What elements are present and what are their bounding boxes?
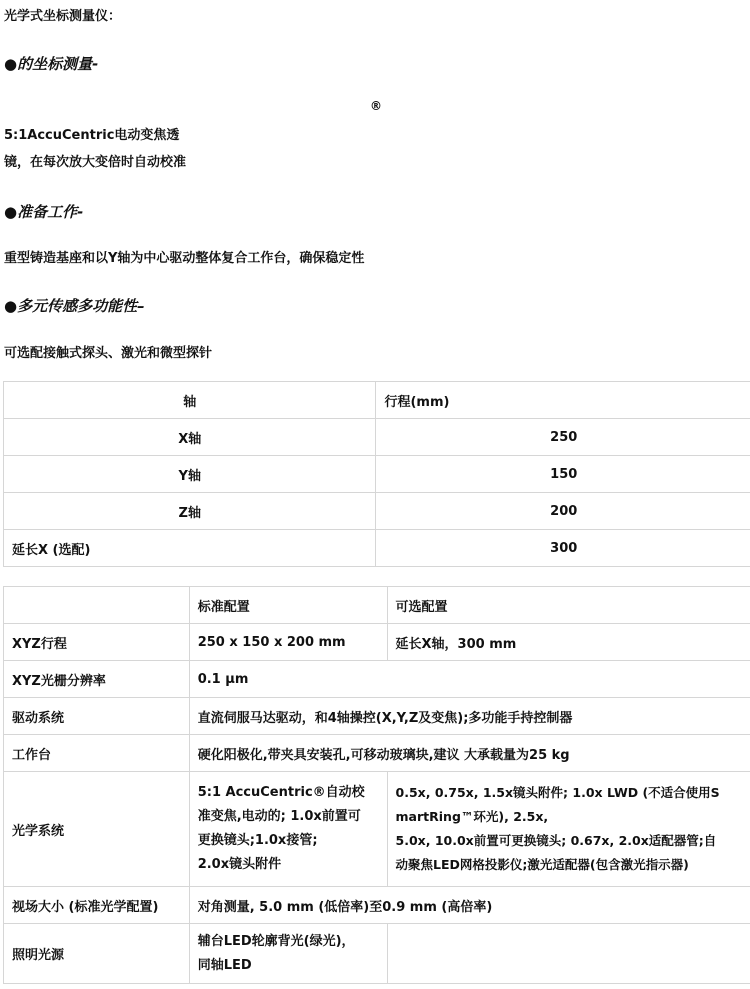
standard-line: 5:1 AccuCentric®自动校 — [197, 785, 365, 800]
spec-label: 光学系统 — [4, 772, 190, 887]
axis-cell: X轴 — [4, 419, 376, 456]
spec-value: 直流伺服马达驱动，和4轴操控(X,Y,Z及变焦);多功能手持控制器 — [189, 698, 750, 735]
table-row — [4, 887, 750, 924]
section-text: 重型铸造基座和以Y轴为中心驱动整体复合工作台，确保稳定性 — [4, 251, 365, 266]
page-title: 光学式坐标测量仪： — [4, 9, 122, 24]
table-row — [4, 493, 750, 530]
table-row — [4, 698, 750, 735]
value-cell: 200 — [376, 493, 750, 530]
section-text: 可选配接触式探头、激光和微型探针 — [4, 346, 213, 361]
spec-label: 照明光源 — [4, 924, 190, 984]
axis-cell: Z轴 — [4, 493, 376, 530]
optional-line: 动聚焦LED网格投影仪;激光适配器(包含激光指示器) — [395, 857, 689, 872]
optional-value — [387, 924, 750, 984]
standard-value: 250 x 150 x 200 mm — [189, 624, 387, 661]
header-cell: 轴 — [4, 382, 376, 419]
axis-cell: 延长X (选配) — [4, 530, 376, 567]
spec-label: 工作台 — [4, 735, 190, 772]
axis-cell: Y轴 — [4, 456, 376, 493]
optional-line: 5.0x, 10.0x前置可更换镜头; 0.67x, 2.0x适配器管;自 — [395, 833, 717, 848]
spec-value: 硬化阳极化,带夹具安装孔,可移动玻璃块,建议 大承载量为25 kg — [189, 735, 750, 772]
value-cell: 250 — [376, 419, 750, 456]
table-row — [4, 772, 750, 887]
optional-value — [387, 772, 750, 887]
spec-value: 对角测量, 5.0 mm (低倍率)至0.9 mm (高倍率) — [189, 887, 750, 924]
section-heading: ●的坐标测量- — [4, 55, 99, 73]
spec-label: 驱动系统 — [4, 698, 190, 735]
table-row — [4, 419, 750, 456]
optional-line: 0.5x, 0.75x, 1.5x镜头附件; 1.0x LWD (不适合使用S — [395, 785, 720, 800]
spec-label: XYZ行程 — [4, 624, 190, 661]
standard-line: 更换镜头;1.0x接管; — [197, 833, 318, 848]
spec-label: 视场大小 (标准光学配置) — [4, 887, 190, 924]
table-row — [4, 924, 750, 984]
standard-line: 辅台LED轮廓背光(绿光)， — [197, 933, 355, 949]
standard-line: 同轴LED — [197, 957, 252, 973]
standard-value — [189, 924, 387, 984]
value-cell: 150 — [376, 456, 750, 493]
table-header-row — [4, 587, 750, 624]
section-text: 镜，在每次放大变倍时自动校准 — [4, 155, 187, 170]
section-heading: ●准备工作- — [4, 203, 84, 221]
standard-line: 2.0x镜头附件 — [197, 857, 282, 872]
header-cell: 行程(mm) — [376, 382, 750, 419]
table-row — [4, 735, 750, 772]
table-row — [4, 530, 750, 567]
optional-line: martRing™环光), 2.5x, — [395, 809, 549, 824]
section-text: 5:1AccuCentric电动变焦透 — [4, 128, 180, 143]
table-row — [4, 456, 750, 493]
standard-value — [189, 772, 387, 887]
section-heading: ●多元传感多功能性– — [4, 297, 145, 315]
value-cell: 300 — [376, 530, 750, 567]
table-row — [4, 624, 750, 661]
travel-table — [3, 381, 750, 567]
header-cell: 标准配置 — [189, 587, 387, 624]
spec-table — [3, 586, 750, 984]
table-row — [4, 661, 750, 698]
header-cell — [4, 587, 190, 624]
standard-line: 准变焦,电动的; 1.0x前置可 — [197, 809, 361, 824]
registered-mark: ® — [370, 99, 382, 113]
optional-value: 延长X轴，300 mm — [387, 624, 750, 661]
spec-label: XYZ光栅分辨率 — [4, 661, 190, 698]
header-cell: 可选配置 — [387, 587, 750, 624]
table-header-row — [4, 382, 750, 419]
spec-value: 0.1 µm — [189, 661, 750, 698]
